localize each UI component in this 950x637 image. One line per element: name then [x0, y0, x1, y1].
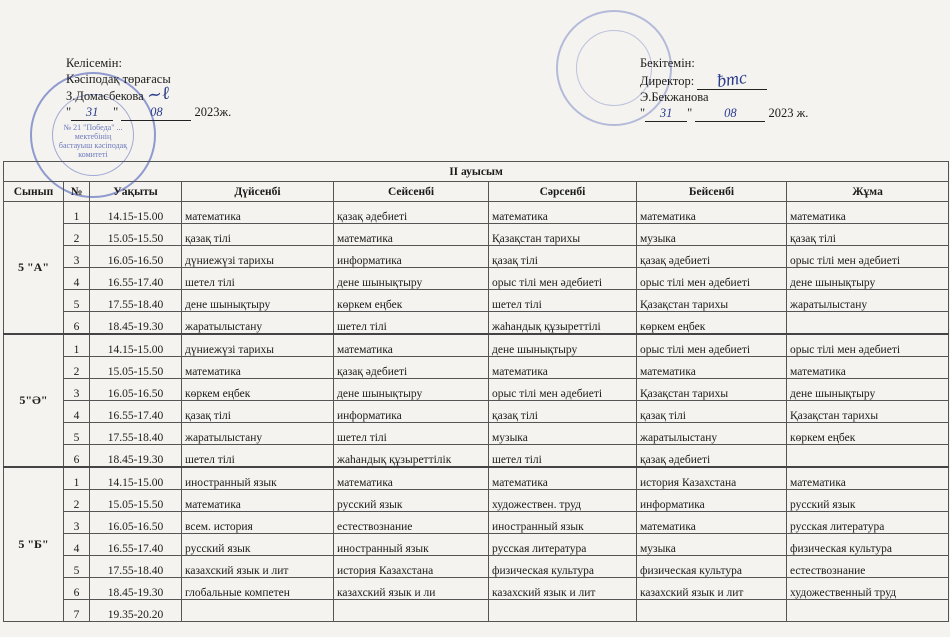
cell-thursday: математика: [637, 512, 787, 534]
cell-friday: естествознание: [787, 556, 949, 578]
col-header-friday: Жұма: [787, 182, 949, 202]
cell-time: 16.55-17.40: [90, 534, 182, 556]
cell-time: 17.55-18.40: [90, 290, 182, 312]
cell-number: 5: [64, 290, 90, 312]
cell-thursday: қазақ әдебиеті: [637, 246, 787, 268]
cell-wednesday: орыс тілі мен әдебиеті: [489, 379, 637, 401]
cell-friday: көркем еңбек: [787, 423, 949, 445]
cell-number: 1: [64, 467, 90, 490]
cell-time: 17.55-18.40: [90, 423, 182, 445]
cell-friday: дене шынықтыру: [787, 379, 949, 401]
cell-wednesday: математика: [489, 357, 637, 379]
cell-time: 14.15-15.00: [90, 202, 182, 224]
cell-thursday: информатика: [637, 490, 787, 512]
col-header-time: Уақыты: [90, 182, 182, 202]
cell-tuesday: русский язык: [334, 490, 489, 512]
cell-wednesday: қазақ тілі: [489, 401, 637, 423]
table-row: [4, 224, 949, 246]
cell-friday: физическая культура: [787, 534, 949, 556]
cell-tuesday: иностранный язык: [334, 534, 489, 556]
cell-number: 4: [64, 268, 90, 290]
cell-tuesday: [334, 600, 489, 622]
cell-wednesday: физическая культура: [489, 556, 637, 578]
cell-tuesday: информатика: [334, 401, 489, 423]
cell-wednesday: шетел тілі: [489, 445, 637, 468]
table-row: [4, 334, 949, 357]
approval-left-day: 31: [71, 105, 113, 122]
cell-wednesday: художествен. труд: [489, 490, 637, 512]
cell-thursday: физическая культура: [637, 556, 787, 578]
cell-wednesday: математика: [489, 202, 637, 224]
class-group: [4, 202, 949, 335]
cell-wednesday: музыка: [489, 423, 637, 445]
table-row: [4, 202, 949, 224]
approval-right-title: Бекітемін:: [640, 56, 695, 70]
cell-wednesday: математика: [489, 467, 637, 490]
cell-tuesday: математика: [334, 224, 489, 246]
cell-time: 18.45-19.30: [90, 578, 182, 600]
cell-tuesday: математика: [334, 334, 489, 357]
cell-tuesday: естествознание: [334, 512, 489, 534]
cell-time: 16.05-16.50: [90, 512, 182, 534]
cell-wednesday: казахский язык и лит: [489, 578, 637, 600]
cell-friday: дене шынықтыру: [787, 268, 949, 290]
cell-number: 7: [64, 600, 90, 622]
cell-time: 16.55-17.40: [90, 268, 182, 290]
cell-number: 1: [64, 334, 90, 357]
col-header-class: Сынып: [4, 182, 64, 202]
cell-friday: математика: [787, 467, 949, 490]
cell-thursday: музыка: [637, 534, 787, 556]
table-row: [4, 312, 949, 335]
cell-number: 5: [64, 423, 90, 445]
cell-monday: русский язык: [182, 534, 334, 556]
cell-tuesday: қазақ әдебиеті: [334, 202, 489, 224]
cell-wednesday: иностранный язык: [489, 512, 637, 534]
class-name-cell: 5 "А": [4, 202, 64, 335]
cell-tuesday: дене шынықтыру: [334, 268, 489, 290]
approval-left-date: " 31 " 08 2023ж.: [66, 105, 306, 122]
cell-time: 15.05-15.50: [90, 224, 182, 246]
cell-monday: дүниежүзі тарихы: [182, 246, 334, 268]
cell-friday: [787, 312, 949, 335]
table-row: [4, 467, 949, 490]
cell-thursday: қазақ әдебиеті: [637, 445, 787, 468]
cell-wednesday: орыс тілі мен әдебиеті: [489, 268, 637, 290]
cell-monday: иностранный язык: [182, 467, 334, 490]
cell-thursday: математика: [637, 357, 787, 379]
cell-monday: казахский язык и лит: [182, 556, 334, 578]
cell-monday: [182, 600, 334, 622]
cell-tuesday: дене шынықтыру: [334, 379, 489, 401]
cell-thursday: казахский язык и лит: [637, 578, 787, 600]
approval-right-month: 08: [695, 106, 765, 123]
cell-number: 1: [64, 202, 90, 224]
cell-thursday: Қазақстан тарихы: [637, 379, 787, 401]
approval-right-name: Э.Бекжанова: [640, 90, 709, 104]
cell-monday: математика: [182, 490, 334, 512]
class-group: [4, 467, 949, 622]
cell-time: 16.05-16.50: [90, 246, 182, 268]
table-row: [4, 445, 949, 468]
cell-thursday: [637, 600, 787, 622]
approval-left-year: 2023ж.: [194, 104, 232, 119]
cell-number: 2: [64, 224, 90, 246]
cell-thursday: жаратылыстану: [637, 423, 787, 445]
cell-number: 6: [64, 578, 90, 600]
cell-thursday: музыка: [637, 224, 787, 246]
cell-wednesday: [489, 600, 637, 622]
cell-friday: жаратылыстану: [787, 290, 949, 312]
cell-wednesday: жаһандық құзыреттілі: [489, 312, 637, 335]
cell-time: 17.55-18.40: [90, 556, 182, 578]
cell-thursday: орыс тілі мен әдебиеті: [637, 268, 787, 290]
signature-right-icon: ƀтс: [697, 72, 767, 91]
table-row: [4, 379, 949, 401]
cell-monday: жаратылыстану: [182, 423, 334, 445]
class-group: [4, 334, 949, 467]
cell-tuesday: жаһандық құзыреттілік: [334, 445, 489, 468]
table-row: [4, 490, 949, 512]
table-row: [4, 512, 949, 534]
cell-time: 15.05-15.50: [90, 357, 182, 379]
cell-friday: орыс тілі мен әдебиеті: [787, 246, 949, 268]
table-row: [4, 268, 949, 290]
cell-monday: қазақ тілі: [182, 224, 334, 246]
table-row: [4, 290, 949, 312]
cell-monday: жаратылыстану: [182, 312, 334, 335]
table-row: [4, 357, 949, 379]
cell-monday: қазақ тілі: [182, 401, 334, 423]
table-row: [4, 246, 949, 268]
col-header-tuesday: Сейсенбі: [334, 182, 489, 202]
cell-friday: русская литература: [787, 512, 949, 534]
cell-number: 4: [64, 534, 90, 556]
table-row: [4, 600, 949, 622]
cell-thursday: история Казахстана: [637, 467, 787, 490]
cell-tuesday: шетел тілі: [334, 423, 489, 445]
approval-left-title: Келісемін:: [66, 56, 122, 70]
cell-tuesday: математика: [334, 467, 489, 490]
cell-number: 3: [64, 512, 90, 534]
shift-title: II ауысым: [4, 162, 949, 182]
table-row: [4, 423, 949, 445]
cell-monday: математика: [182, 202, 334, 224]
cell-time: 15.05-15.50: [90, 490, 182, 512]
cell-monday: всем. история: [182, 512, 334, 534]
approval-left-name-line: [66, 82, 306, 106]
cell-time: 19.35-20.20: [90, 600, 182, 622]
cell-time: 14.15-15.00: [90, 467, 182, 490]
cell-time: 16.55-17.40: [90, 401, 182, 423]
cell-time: 14.15-15.00: [90, 334, 182, 357]
table-row: [4, 534, 949, 556]
cell-monday: математика: [182, 357, 334, 379]
cell-friday: Қазақстан тарихы: [787, 401, 949, 423]
col-header-wednesday: Сәрсенбі: [489, 182, 637, 202]
cell-number: 6: [64, 445, 90, 468]
cell-wednesday: дене шынықтыру: [489, 334, 637, 357]
signature-left-icon: ∼ℓ: [145, 82, 171, 106]
cell-friday: математика: [787, 357, 949, 379]
cell-tuesday: көркем еңбек: [334, 290, 489, 312]
header-row: [4, 182, 949, 202]
table-row: [4, 578, 949, 600]
cell-number: 6: [64, 312, 90, 335]
col-header-thursday: Бейсенбі: [637, 182, 787, 202]
stamp-left-text: № 21 "Победа" ... мектебінің бастауыш кәсіподақ комитеті: [58, 122, 128, 159]
cell-friday: русский язык: [787, 490, 949, 512]
cell-friday: [787, 445, 949, 468]
approval-left-name: З.Домасбекова: [66, 89, 144, 103]
cell-monday: дене шынықтыру: [182, 290, 334, 312]
cell-thursday: көркем еңбек: [637, 312, 787, 335]
class-name-cell: 5 "Б": [4, 467, 64, 622]
cell-wednesday: Қазақстан тарихы: [489, 224, 637, 246]
cell-tuesday: қазақ әдебиеті: [334, 357, 489, 379]
cell-thursday: орыс тілі мен әдебиеті: [637, 334, 787, 357]
approval-right-day: 31: [645, 106, 687, 123]
cell-number: 4: [64, 401, 90, 423]
cell-friday: орыс тілі мен әдебиеті: [787, 334, 949, 357]
approval-right-role-line: [640, 66, 880, 91]
approval-right-year: 2023 ж.: [768, 105, 809, 120]
cell-monday: шетел тілі: [182, 268, 334, 290]
cell-monday: көркем еңбек: [182, 379, 334, 401]
table-row: [4, 556, 949, 578]
approval-block-right: [640, 56, 880, 122]
table-row: [4, 401, 949, 423]
cell-tuesday: история Казахстана: [334, 556, 489, 578]
col-header-number: №: [64, 182, 90, 202]
approval-left-role: Кәсіподақ төрағасы: [66, 71, 171, 86]
cell-friday: қазақ тілі: [787, 224, 949, 246]
cell-wednesday: шетел тілі: [489, 290, 637, 312]
approval-left-month: 08: [121, 105, 191, 122]
cell-number: 5: [64, 556, 90, 578]
cell-monday: дүниежүзі тарихы: [182, 334, 334, 357]
cell-number: 2: [64, 357, 90, 379]
cell-tuesday: казахский язык и ли: [334, 578, 489, 600]
class-name-cell: 5"Ә": [4, 334, 64, 467]
cell-monday: шетел тілі: [182, 445, 334, 468]
col-header-monday: Дүйсенбі: [182, 182, 334, 202]
cell-time: 18.45-19.30: [90, 445, 182, 468]
cell-number: 3: [64, 246, 90, 268]
cell-thursday: қазақ тілі: [637, 401, 787, 423]
cell-friday: художественный труд: [787, 578, 949, 600]
approval-block-left: [66, 56, 306, 121]
cell-tuesday: шетел тілі: [334, 312, 489, 335]
cell-thursday: Қазақстан тарихы: [637, 290, 787, 312]
cell-wednesday: қазақ тілі: [489, 246, 637, 268]
cell-number: 2: [64, 490, 90, 512]
cell-thursday: математика: [637, 202, 787, 224]
schedule-table: [3, 161, 949, 622]
cell-friday: [787, 600, 949, 622]
cell-monday: глобальные компетен: [182, 578, 334, 600]
cell-wednesday: русская литература: [489, 534, 637, 556]
cell-tuesday: информатика: [334, 246, 489, 268]
cell-time: 16.05-16.50: [90, 379, 182, 401]
cell-number: 3: [64, 379, 90, 401]
approval-right-role: Директор:: [640, 73, 695, 88]
cell-friday: математика: [787, 202, 949, 224]
cell-time: 18.45-19.30: [90, 312, 182, 335]
approval-right-date: " 31 " 08 2023 ж.: [640, 106, 880, 123]
